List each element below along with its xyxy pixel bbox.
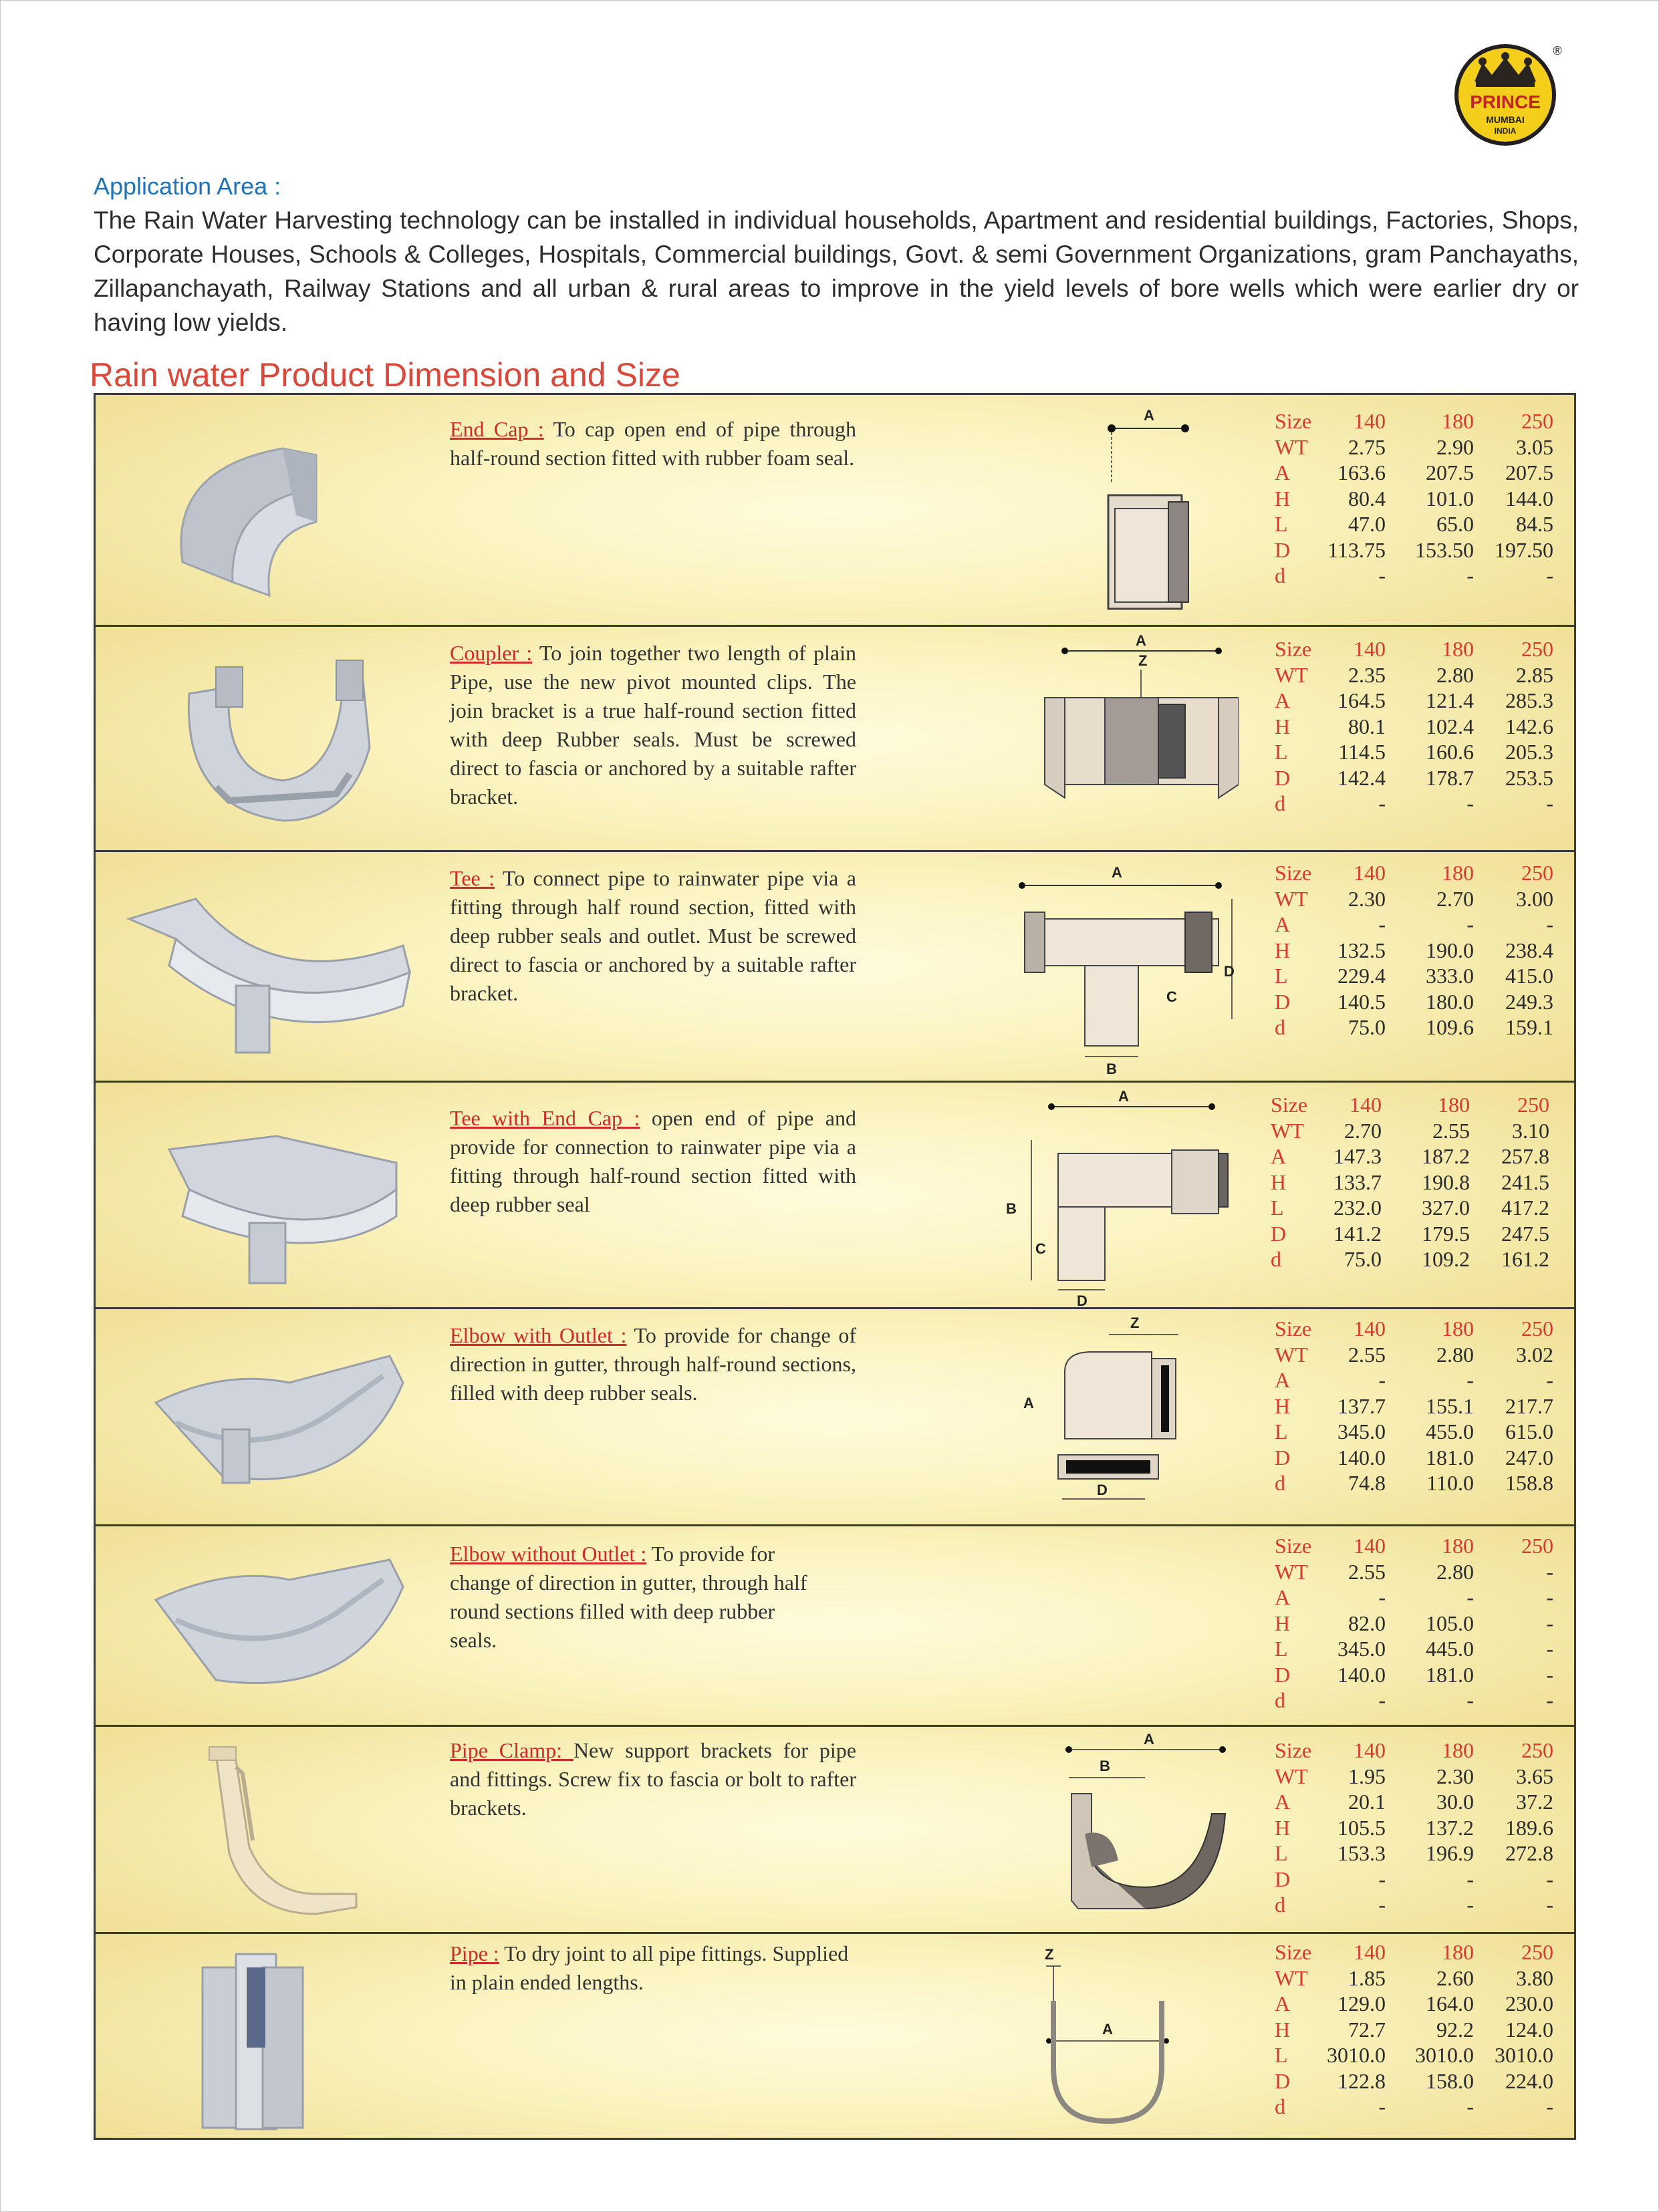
spec-row-d: D 142.4 178.7 253.5 bbox=[1275, 765, 1553, 790]
spec-row-d: D 140.0 181.0 247.0 bbox=[1275, 1445, 1553, 1470]
coupler-specs bbox=[1180, 636, 1574, 817]
tee-end-cap-label: Tee with End Cap : bbox=[450, 1106, 640, 1130]
coupler-dim-z: Z bbox=[1138, 652, 1148, 669]
spec-header: Size 140 180 250 bbox=[1275, 1940, 1553, 1964]
elbow-outlet-dim-d: D bbox=[1097, 1482, 1108, 1498]
product-row-pipe-clamp bbox=[96, 1727, 1574, 1934]
product-row-tee bbox=[96, 852, 1574, 1083]
spec-row-a: A 20.1 30.0 37.2 bbox=[1275, 1790, 1553, 1814]
tee-text: To connect pipe to rainwater pipe via a fitting through half round section, fitted with deep rubber seals and outlet. Must be screwed direct to fascia or anchored by a suitable rafter bracket. bbox=[450, 866, 857, 1005]
spec-row-l: L 345.0 455.0 615.0 bbox=[1275, 1419, 1553, 1443]
spec-row-d: D 140.0 181.0 - bbox=[1275, 1662, 1553, 1687]
spec-row-wt: WT 2.70 2.55 3.10 bbox=[1271, 1118, 1549, 1143]
elbow-outlet-dim-a: A bbox=[1023, 1395, 1034, 1411]
spec-row-l: L 229.4 333.0 415.0 bbox=[1275, 964, 1553, 988]
coupler-photo bbox=[116, 640, 430, 834]
spec-row-d: D 122.8 158.0 224.0 bbox=[1275, 2068, 1553, 2093]
spec-row-a: A - - - bbox=[1275, 1585, 1553, 1609]
spec-row-a: A - - - bbox=[1275, 912, 1553, 936]
pipe-dim-a: A bbox=[1102, 2021, 1113, 2038]
tee-label: Tee : bbox=[450, 866, 495, 890]
spec-row-l: L 153.3 196.9 272.8 bbox=[1275, 1841, 1553, 1865]
end-cap-photo bbox=[116, 408, 430, 609]
elbow-no-outlet-photo bbox=[116, 1540, 430, 1713]
spec-row-l: L 345.0 445.0 - bbox=[1275, 1637, 1553, 1661]
spec-row-wt: WT 2.55 2.80 3.02 bbox=[1275, 1342, 1553, 1367]
spec-row-wt: WT 2.30 2.70 3.00 bbox=[1275, 886, 1553, 911]
spec-row-small-d: d - - - bbox=[1275, 563, 1553, 587]
pipe-clamp-description bbox=[450, 1736, 856, 1822]
spec-row-l: L 114.5 160.6 205.3 bbox=[1275, 740, 1553, 764]
spec-row-small-d: d 75.0 109.2 161.2 bbox=[1271, 1247, 1549, 1271]
product-row-pipe bbox=[96, 1934, 1574, 2138]
spec-row-wt: WT 2.75 2.90 3.05 bbox=[1275, 434, 1553, 459]
coupler-dim-a: A bbox=[1136, 632, 1146, 649]
logo-country: INDIA bbox=[1494, 126, 1517, 136]
elbow-no-outlet-text: To provide for change of direction in gutter, through half round sections filled with deep rubber seals. bbox=[450, 1542, 807, 1652]
section-title: Rain water Product Dimension and Size bbox=[90, 356, 680, 394]
elbow-outlet-photo bbox=[116, 1329, 430, 1516]
spec-row-small-d: d 74.8 110.0 158.8 bbox=[1275, 1471, 1553, 1495]
spec-row-small-d: d - - - bbox=[1275, 1893, 1553, 1917]
pipe-label: Pipe : bbox=[450, 1941, 499, 1965]
tee-description bbox=[450, 864, 856, 1008]
end-cap-label: End Cap : bbox=[450, 417, 544, 441]
spec-row-wt: WT 2.35 2.80 2.85 bbox=[1275, 662, 1553, 687]
tee-photo bbox=[116, 872, 430, 1066]
tee-dim-a: A bbox=[1112, 864, 1122, 881]
tee-end-cap-photo bbox=[116, 1103, 430, 1296]
end-cap-description bbox=[450, 415, 856, 472]
product-row-coupler bbox=[96, 627, 1574, 852]
tee-dim-c: C bbox=[1166, 988, 1177, 1005]
elbow-outlet-dim-z: Z bbox=[1130, 1315, 1140, 1331]
coupler-description bbox=[450, 639, 856, 811]
spec-row-a: A - - - bbox=[1275, 1368, 1553, 1392]
tee-end-cap-dim-a: A bbox=[1118, 1088, 1129, 1105]
application-title: Application Area : bbox=[94, 172, 281, 200]
spec-header: Size 140 180 250 bbox=[1271, 1093, 1549, 1117]
spec-row-l: L 232.0 327.0 417.2 bbox=[1271, 1196, 1549, 1220]
spec-row-h: H 133.7 190.8 241.5 bbox=[1271, 1169, 1549, 1194]
end-cap-dim-a: A bbox=[1144, 407, 1154, 424]
spec-row-h: H 80.4 101.0 144.0 bbox=[1275, 486, 1553, 511]
spec-row-a: A 147.3 187.2 257.8 bbox=[1271, 1144, 1549, 1168]
spec-header: Size 140 180 250 bbox=[1275, 861, 1553, 885]
product-table bbox=[94, 393, 1576, 2140]
product-row-elbow-no-outlet bbox=[96, 1526, 1574, 1727]
spec-header: Size 140 180 250 bbox=[1275, 1534, 1553, 1558]
spec-header: Size 140 180 250 bbox=[1275, 637, 1553, 661]
spec-row-h: H 137.7 155.1 217.7 bbox=[1275, 1393, 1553, 1418]
spec-row-a: A 164.5 121.4 285.3 bbox=[1275, 688, 1553, 712]
logo-city: MUMBAI bbox=[1486, 114, 1525, 125]
pipe-photo bbox=[116, 1941, 430, 2134]
elbow-outlet-text: To provide for change of direction in gutter, through half-round sections, filled with deep rubber seals. bbox=[450, 1323, 856, 1405]
elbow-outlet-description bbox=[450, 1321, 856, 1407]
pipe-clamp-photo bbox=[116, 1740, 430, 1921]
elbow-no-outlet-specs bbox=[1180, 1533, 1574, 1713]
pipe-clamp-dim-a: A bbox=[1144, 1731, 1154, 1748]
spec-row-wt: WT 1.95 2.30 3.65 bbox=[1275, 1764, 1553, 1788]
spec-row-a: A 129.0 164.0 230.0 bbox=[1275, 1991, 1553, 2016]
spec-header: Size 140 180 250 bbox=[1275, 409, 1553, 433]
product-row-elbow-outlet bbox=[96, 1309, 1574, 1526]
spec-row-d: D 113.75 153.50 197.50 bbox=[1275, 537, 1553, 562]
spec-header: Size 140 180 250 bbox=[1275, 1738, 1553, 1762]
spec-row-h: H 72.7 92.2 124.0 bbox=[1275, 2017, 1553, 2042]
tee-end-cap-dim-b: B bbox=[1006, 1200, 1017, 1217]
spec-row-wt: WT 2.55 2.80 - bbox=[1275, 1559, 1553, 1584]
elbow-no-outlet-label: Elbow without Outlet : bbox=[450, 1542, 647, 1566]
spec-row-h: H 80.1 102.4 142.6 bbox=[1275, 714, 1553, 738]
spec-row-small-d: d 75.0 109.6 159.1 bbox=[1275, 1015, 1553, 1039]
end-cap-text: To cap open end of pipe through half-round section fitted with rubber foam seal. bbox=[450, 417, 857, 470]
spec-row-d: D 141.2 179.5 247.5 bbox=[1271, 1221, 1549, 1246]
spec-row-h: H 105.5 137.2 189.6 bbox=[1275, 1815, 1553, 1840]
pipe-dim-z: Z bbox=[1045, 1946, 1054, 1963]
spec-row-a: A 163.6 207.5 207.5 bbox=[1275, 460, 1553, 485]
application-text: The Rain Water Harvesting technology can be installed in individual households, Apartment and residential buildings, Factories, Shops, Corporate Houses, Schools & Colleges, Hospitals, Commercial buildings, Govt. & semi Government Organizations, gram Panchayaths, Zillapanchayath, Railway Stations and all urban & rural areas to improve in the yield levels of bore wells which were earlier dry or having low yields. bbox=[94, 206, 1579, 336]
spec-row-wt: WT 1.85 2.60 3.80 bbox=[1275, 1965, 1553, 1990]
tee-end-cap-description bbox=[450, 1104, 856, 1219]
pipe-clamp-label: Pipe Clamp: bbox=[450, 1738, 573, 1762]
tee-dim-b: B bbox=[1106, 1061, 1117, 1077]
spec-row-small-d: d - - - bbox=[1275, 1688, 1553, 1712]
pipe-specs bbox=[1180, 1939, 1574, 2120]
spec-header: Size 140 180 250 bbox=[1275, 1317, 1553, 1341]
coupler-label: Coupler : bbox=[450, 641, 533, 665]
pipe-clamp-dim-b: B bbox=[1100, 1758, 1110, 1774]
logo-registered: ® bbox=[1553, 44, 1562, 57]
spec-row-l: L 47.0 65.0 84.5 bbox=[1275, 512, 1553, 536]
product-row-end-cap bbox=[96, 395, 1574, 627]
prince-logo bbox=[1454, 40, 1563, 148]
pipe-clamp-text: New support brackets for pipe and fittings. Screw fix to fascia or bolt to rafter brackets. bbox=[450, 1738, 857, 1820]
spec-row-small-d: d - - - bbox=[1275, 2094, 1553, 2118]
tee-dim-d: D bbox=[1224, 963, 1235, 980]
spec-row-d: D - - - bbox=[1275, 1867, 1553, 1891]
coupler-text: To join together two length of plain Pipe, use the new pivot mounted clips. The join bracket is a true half-round section fitted with deep Rubber seals. Must be screwed direct to fascia or anchored by a suitable rafter bracket. bbox=[450, 641, 857, 809]
tee-end-cap-dim-c: C bbox=[1035, 1240, 1046, 1257]
end-cap-specs bbox=[1180, 408, 1574, 589]
spec-row-h: H 132.5 190.0 238.4 bbox=[1275, 938, 1553, 962]
pipe-description bbox=[450, 1939, 856, 1997]
elbow-outlet-label: Elbow with Outlet : bbox=[450, 1323, 627, 1347]
spec-row-h: H 82.0 105.0 - bbox=[1275, 1611, 1553, 1635]
tee-end-cap-specs bbox=[1176, 1092, 1574, 1272]
elbow-outlet-specs bbox=[1180, 1316, 1574, 1496]
tee-end-cap-dim-d: D bbox=[1077, 1292, 1088, 1307]
logo-name: PRINCE bbox=[1470, 92, 1541, 112]
pipe-clamp-specs bbox=[1180, 1738, 1574, 1918]
tee-specs bbox=[1180, 860, 1574, 1041]
pipe-text: To dry joint to all pipe fittings. Supplied in plain ended lengths. bbox=[450, 1941, 849, 1994]
spec-row-small-d: d - - - bbox=[1275, 791, 1553, 815]
spec-row-d: D 140.5 180.0 249.3 bbox=[1275, 989, 1553, 1014]
tee-end-cap-text: open end of pipe and provide for connection to rainwater pipe via a fitting through half-round section fitted with deep rubber seal bbox=[450, 1106, 857, 1216]
product-row-tee-end-cap bbox=[96, 1083, 1574, 1309]
elbow-no-outlet-description bbox=[450, 1540, 824, 1655]
spec-row-l: L 3010.0 3010.0 3010.0 bbox=[1275, 2043, 1553, 2067]
